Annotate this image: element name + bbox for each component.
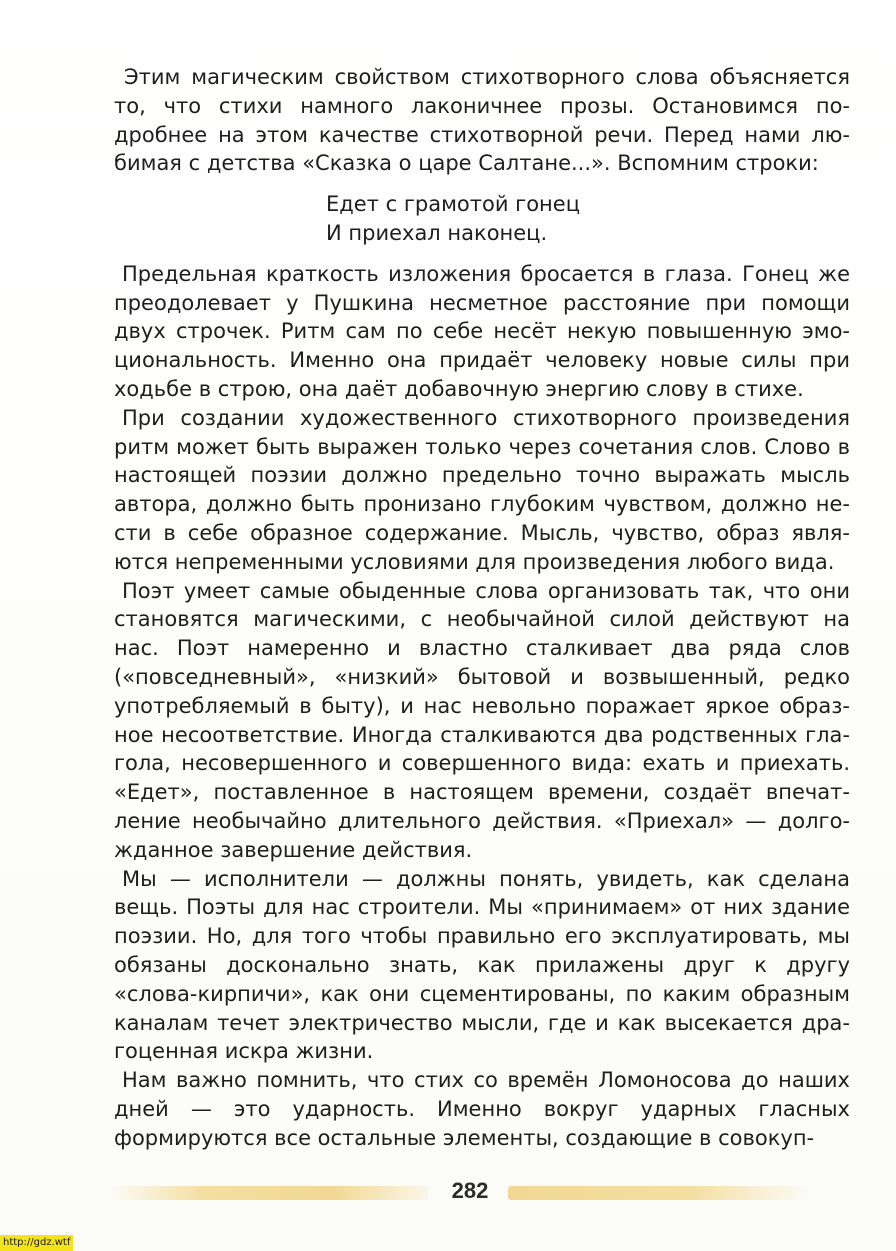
poem-line-1: Едет с грамотой гонец bbox=[326, 192, 580, 217]
page-number: 282 bbox=[451, 1178, 489, 1203]
paragraph-poet-words: Поэт умеет самые обыденные слова организовать так, что они становятся магическими, с необычайной силой действуют на нас. Поэт намеренно и властно сталкивает два ряда слов («повседневный», «низкий» бытовой и возвышенный, редко употребляемый в быту), и нас невольно поражает яркое образное несоответствие. Иногда сталкиваются два родственных глагола, несовершенного и совершенного вида: ехать и приехать. «Едет», поставленное в настоящем времени, создаёт впечатление необычайно длительного действия. «Приехал» — долгожданное завершение действия. bbox=[114, 578, 850, 862]
paragraph-stress: Нам важно помнить, что стих со времён Ломоносова до наших дней — это ударность. Именно вокруг ударных гласных формируются все остальные элементы, создающие в совокуп- bbox=[114, 1068, 850, 1150]
poem-quote bbox=[326, 190, 850, 248]
page-footer bbox=[110, 1176, 850, 1210]
page-text bbox=[114, 63, 850, 1152]
footer-decor-left bbox=[110, 1186, 428, 1200]
watermark-link[interactable]: http://gdz.wtf bbox=[0, 1235, 73, 1251]
footer-decor-right bbox=[508, 1186, 808, 1200]
poem-line-2: И приехал наконец. bbox=[326, 220, 548, 245]
paragraph-intro: Этим магическим свойством стихотворного слова объясняется то, что стихи намного лаконичнее прозы. Остановимся подробнее на этом качестве стихотворной речи. Перед нами любимая с детства «Сказка о царе Салтане...». Вспомним строки: bbox=[114, 65, 850, 176]
paragraph-brevity: Предельная краткость изложения бросается в глаза. Гонец же преодолевает у Пушкина несметное расстояние при помощи двух строчек. Ритм сам по себе несёт некую повышенную эмоциональность. Именно она придаёт человеку новые силы при ходьбе в строю, она даёт добавочную энергию слову в стихе. bbox=[114, 261, 850, 401]
paragraph-performers: Мы — исполнители — должны понять, увидеть, как сделана вещь. Поэты для нас строители. Мы «принимаем» от них здание поэзии. Но, для того чтобы правильно его эксплуатировать, мы обязаны досконально знать, как прилажены друг к другу «слова-кирпичи», как они сцементированы, по каким образным каналам течет электричество мысли, где и как высекается драгоценная искра жизни. bbox=[114, 866, 850, 1064]
paragraph-rhythm: При создании художественного стихотворного произведения ритм может быть выражен только через сочетания слов. Слово в настоящей поэзии должно предельно точно выражать мысль автора, должно быть пронизано глубоким чувством, должно нести в себе образное содержание. Мысль, чувство, образ являются непременными условиями для произведения любого вида. bbox=[114, 405, 850, 574]
